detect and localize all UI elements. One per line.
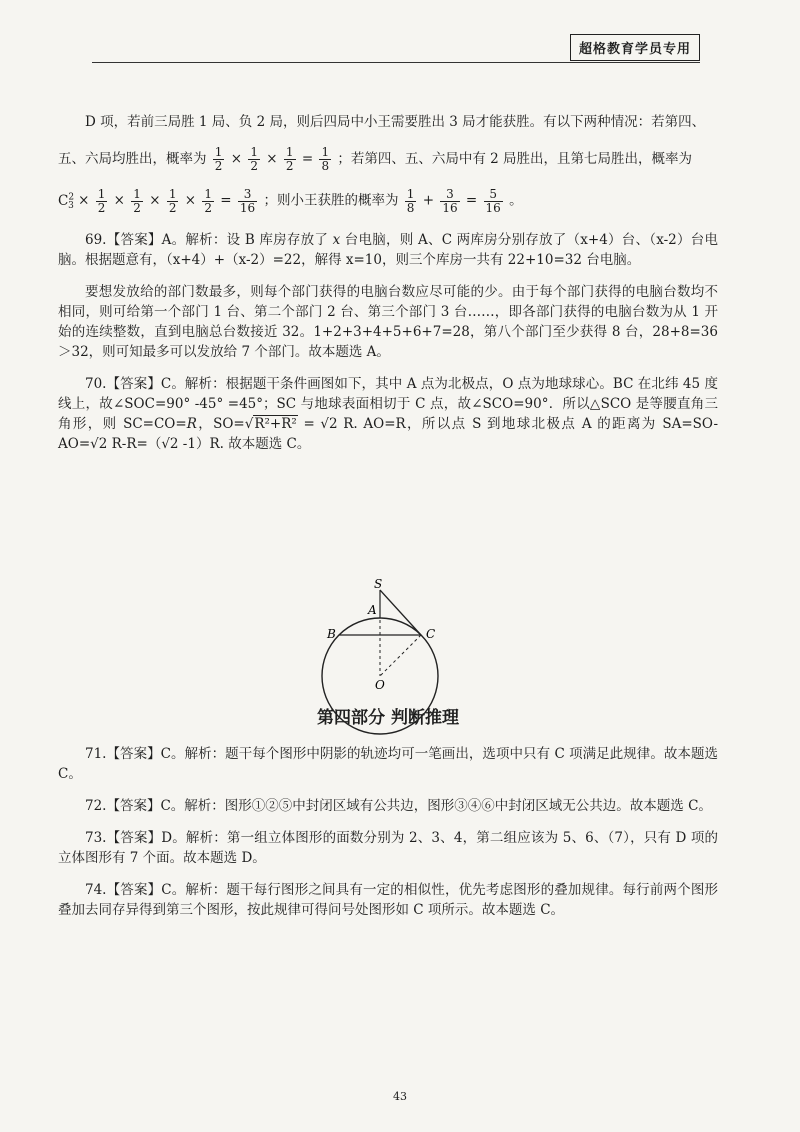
d-item-line3: $C^2_3$ × $\frac{1}{2}$ × $\frac{1}{2}$ × $\frac{1}{2}$ × $\frac{1}{2}$ = $\frac{3}{16}$ ；则小王获胜的概率为 $\frac{1}{8}$ + $\frac{3}{16}$ = $\frac{5}{16}$ 。	[58, 186, 523, 215]
fraction-half: $\frac{1}{2}$	[214, 145, 223, 173]
d-item-block	[58, 112, 718, 216]
d-item-line2-pre: 五、六局均胜出，概率为	[58, 151, 207, 167]
q70-paragraph: 70.【答案】C。解析：根据题干条件画图如下，其中 A 点为北极点，O 点为地球球心。BC 在北纬 45 度线上，故∠SOC=90° -45° =45°；SC 与地球表面相切于 C 点，故∠SCO=90°．所以△SCO 是等腰直角三角形，则 SC=CO=R，SO=√R²+R² = √2 R. AO=R，所以点 S 到地球北极点 A 的距离为 SA=SO-AO=√2 R-R=（√2 -1）R. 故本题选 C。	[58, 376, 719, 453]
header-rule	[92, 62, 700, 63]
line-co	[380, 635, 421, 676]
page-content	[58, 112, 718, 932]
d-item-line1: D 项，若前三局胜 1 局、负 2 局，则后四局中小王需要胜出 3 局才能获胜。有以下两种情况：若第四、	[85, 114, 706, 130]
tangent-sc	[380, 590, 421, 635]
q69-paragraph-2: 要想发放给的部门数最多，则每个部门获得的电脑台数应尽可能的少。由于每个部门获得的电脑台数均不相同，则可给第一个部门 1 台、第二个部门 2 台、第三个部门 3 台……，即各部门获得的电脑台数为从 1 开始的连续整数，直到电脑总台数接近 32。1+2+3+4+5+6+7=28，第八个部门至少获得 8 台，28+8=36＞32，则可知最多可以发放给 7 个部门。故本题选 A。	[58, 284, 718, 361]
fraction-half: $\frac{1}{2}$	[250, 145, 258, 173]
fraction-half: $\frac{1}{2}$	[285, 145, 294, 173]
fraction-half: $\frac{1}{2}$	[168, 186, 177, 215]
q72-paragraph: 72.【答案】C。解析：图形①②⑤中封闭区域有公共边，图形③④⑥中封闭区域无公共边。故本题选 C。	[85, 798, 712, 815]
fraction-half: $\frac{1}{2}$	[133, 186, 141, 215]
label-c: C	[426, 627, 436, 641]
d-item-line2-post: ；若第四、五、六局中有 2 局胜出，且第七局胜出，概率为	[337, 151, 693, 167]
fraction-three-sixteenths: $\frac{3}{16}$	[442, 186, 458, 215]
label-a: A	[368, 603, 377, 617]
label-o: O	[375, 678, 385, 692]
fraction-one-eighth: $\frac{1}{8}$	[321, 145, 330, 173]
combination-symbol: $C^2_3$	[58, 192, 75, 212]
radical-expression: R²+R²	[254, 416, 297, 433]
section-title: 第四部分 判断推理	[317, 708, 459, 729]
fraction-half: $\frac{1}{2}$	[204, 186, 212, 215]
fraction-one-eighth: $\frac{1}{8}$	[406, 186, 415, 215]
q71-paragraph: 71.【答案】C。解析：题干每个图形中阴影的轨迹均可一笔画出，选项中只有 C 项满足此规律。故本题选 C。	[58, 746, 718, 783]
label-b: B	[327, 627, 336, 641]
q74-paragraph: 74.【答案】C。解析：题干每行图形之间具有一定的相似性，优先考虑图形的叠加规律。每行前两个图形叠加去同存异得到第三个图形，按此规律可得问号处图形如 C 项所示。故本题选 C。	[58, 882, 718, 919]
q69-paragraph-1: 69.【答案】A。解析：设 B 库房存放了 x 台电脑，则 A、C 两库房分别存放了（x+4）台、（x-2）台电脑。根据题意有，（x+4）+（x-2）=22，解得 x=10，则三个库房一共有 22+10=32 台电脑。	[58, 232, 718, 269]
d-item-line3-mid: ；则小王获胜的概率为	[263, 192, 399, 209]
q73-paragraph: 73.【答案】D。解析：第一组立体图形的面数分别为 2、3、4，第二组应该为 5、6、（7），只有 D 项的立体图形有 7 个面。故本题选 D。	[58, 830, 718, 867]
fraction-half: $\frac{1}{2}$	[97, 186, 106, 215]
label-s: S	[374, 577, 383, 591]
page-number: 43	[393, 1090, 407, 1103]
geometry-figure	[310, 576, 460, 736]
d-item-line2: 五、六局均胜出，概率为 $\frac{1}{2}$ × $\frac{1}{2}$ × $\frac{1}{2}$ = $\frac{1}{8}$ ；若第四、五、六局中有 2 局胜出，且第七局胜出，概率为	[58, 145, 693, 173]
fraction-three-sixteenths: $\frac{3}{16}$	[239, 186, 256, 215]
fraction-five-sixteenths: $\frac{5}{16}$	[485, 186, 501, 215]
header-badge: 超格教育学员专用	[570, 34, 700, 61]
